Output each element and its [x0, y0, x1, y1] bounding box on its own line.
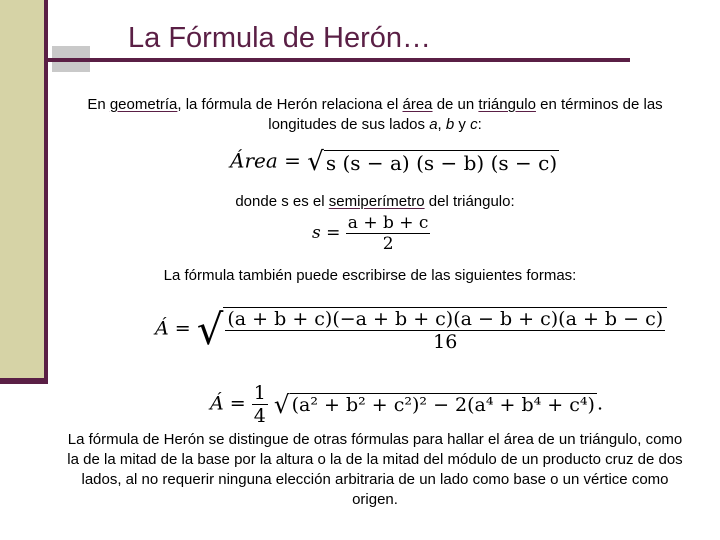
fraction-denominator: 16	[433, 330, 458, 353]
formula-end: .	[596, 392, 603, 415]
triangulo-link[interactable]: triángulo	[478, 96, 536, 113]
intro-paragraph	[60, 95, 690, 135]
intro-text: :	[477, 116, 482, 133]
sqrt-icon: √	[196, 305, 224, 354]
formula-alt-1	[155, 305, 667, 354]
semiperimetro-link[interactable]: semiperímetro	[328, 193, 425, 210]
intro-text: y	[454, 116, 471, 133]
sqrt-icon: √	[307, 147, 324, 177]
semi-text: del triángulo:	[424, 193, 515, 210]
fraction-numerator: (a + b + c)(−a + b + c)(a − b + c)(a + b − c)	[227, 307, 664, 330]
formula-eq: =	[284, 148, 301, 173]
area-link[interactable]: área	[402, 96, 433, 113]
intro-text: ,	[437, 116, 446, 133]
intro-text: , la fórmula de Herón relaciona el	[177, 96, 403, 113]
intro-text: de un	[432, 96, 479, 113]
formula-alt-2	[210, 382, 603, 427]
side-c: c	[470, 116, 478, 133]
formula-radicand: (a² + b² + c²)² − 2(a⁴ + b⁴ + c⁴)	[291, 394, 595, 416]
formula-eq: =	[326, 223, 341, 243]
title-underline-rule	[48, 58, 630, 62]
sqrt-icon: √	[273, 390, 290, 419]
forms-intro: La fórmula también puede escribirse de las siguientes formas:	[163, 267, 577, 284]
slide-title: La Fórmula de Herón…	[128, 22, 432, 54]
geometria-link[interactable]: geometría	[109, 96, 178, 113]
formula-semiperimeter	[312, 213, 430, 254]
formula-lhs: Á	[155, 317, 169, 340]
side-a: a	[429, 116, 438, 133]
fraction-denominator: 2	[382, 234, 394, 254]
formula-eq: =	[174, 317, 191, 340]
semi-text: donde s es el	[235, 193, 329, 210]
closing-paragraph: La fórmula de Herón se distingue de otras fórmulas para hallar el área de un triángulo, como la de la mitad de la base por la altura o la de la mitad del módulo de un producto cruz de dos lados, al no requerir ninguna elección arbitraria de un lado como base o un vértice como origen.	[67, 431, 683, 508]
formula-lhs: Área	[230, 148, 278, 173]
formula-radicand: s (s − a) (s − b) (s − c)	[325, 150, 558, 175]
formula-lhs: Á	[210, 392, 224, 415]
left-decor-bar	[0, 0, 44, 383]
fraction	[346, 213, 431, 254]
formula-eq: =	[229, 392, 246, 415]
fraction-numerator: a + b + c	[347, 213, 429, 233]
fraction	[252, 382, 268, 427]
formula-radicand	[223, 307, 667, 353]
intro-text: En	[87, 96, 110, 113]
side-b: b	[445, 116, 455, 133]
formula-lhs: s	[312, 223, 321, 243]
fraction-numerator: 1	[253, 382, 266, 404]
formula-area	[230, 147, 559, 177]
left-accent-foot	[0, 378, 48, 384]
fraction	[225, 308, 665, 353]
semi-paragraph	[60, 192, 690, 212]
fraction-denominator: 4	[253, 405, 266, 427]
intro-text: en términos de las longitudes de sus lados	[268, 96, 663, 133]
